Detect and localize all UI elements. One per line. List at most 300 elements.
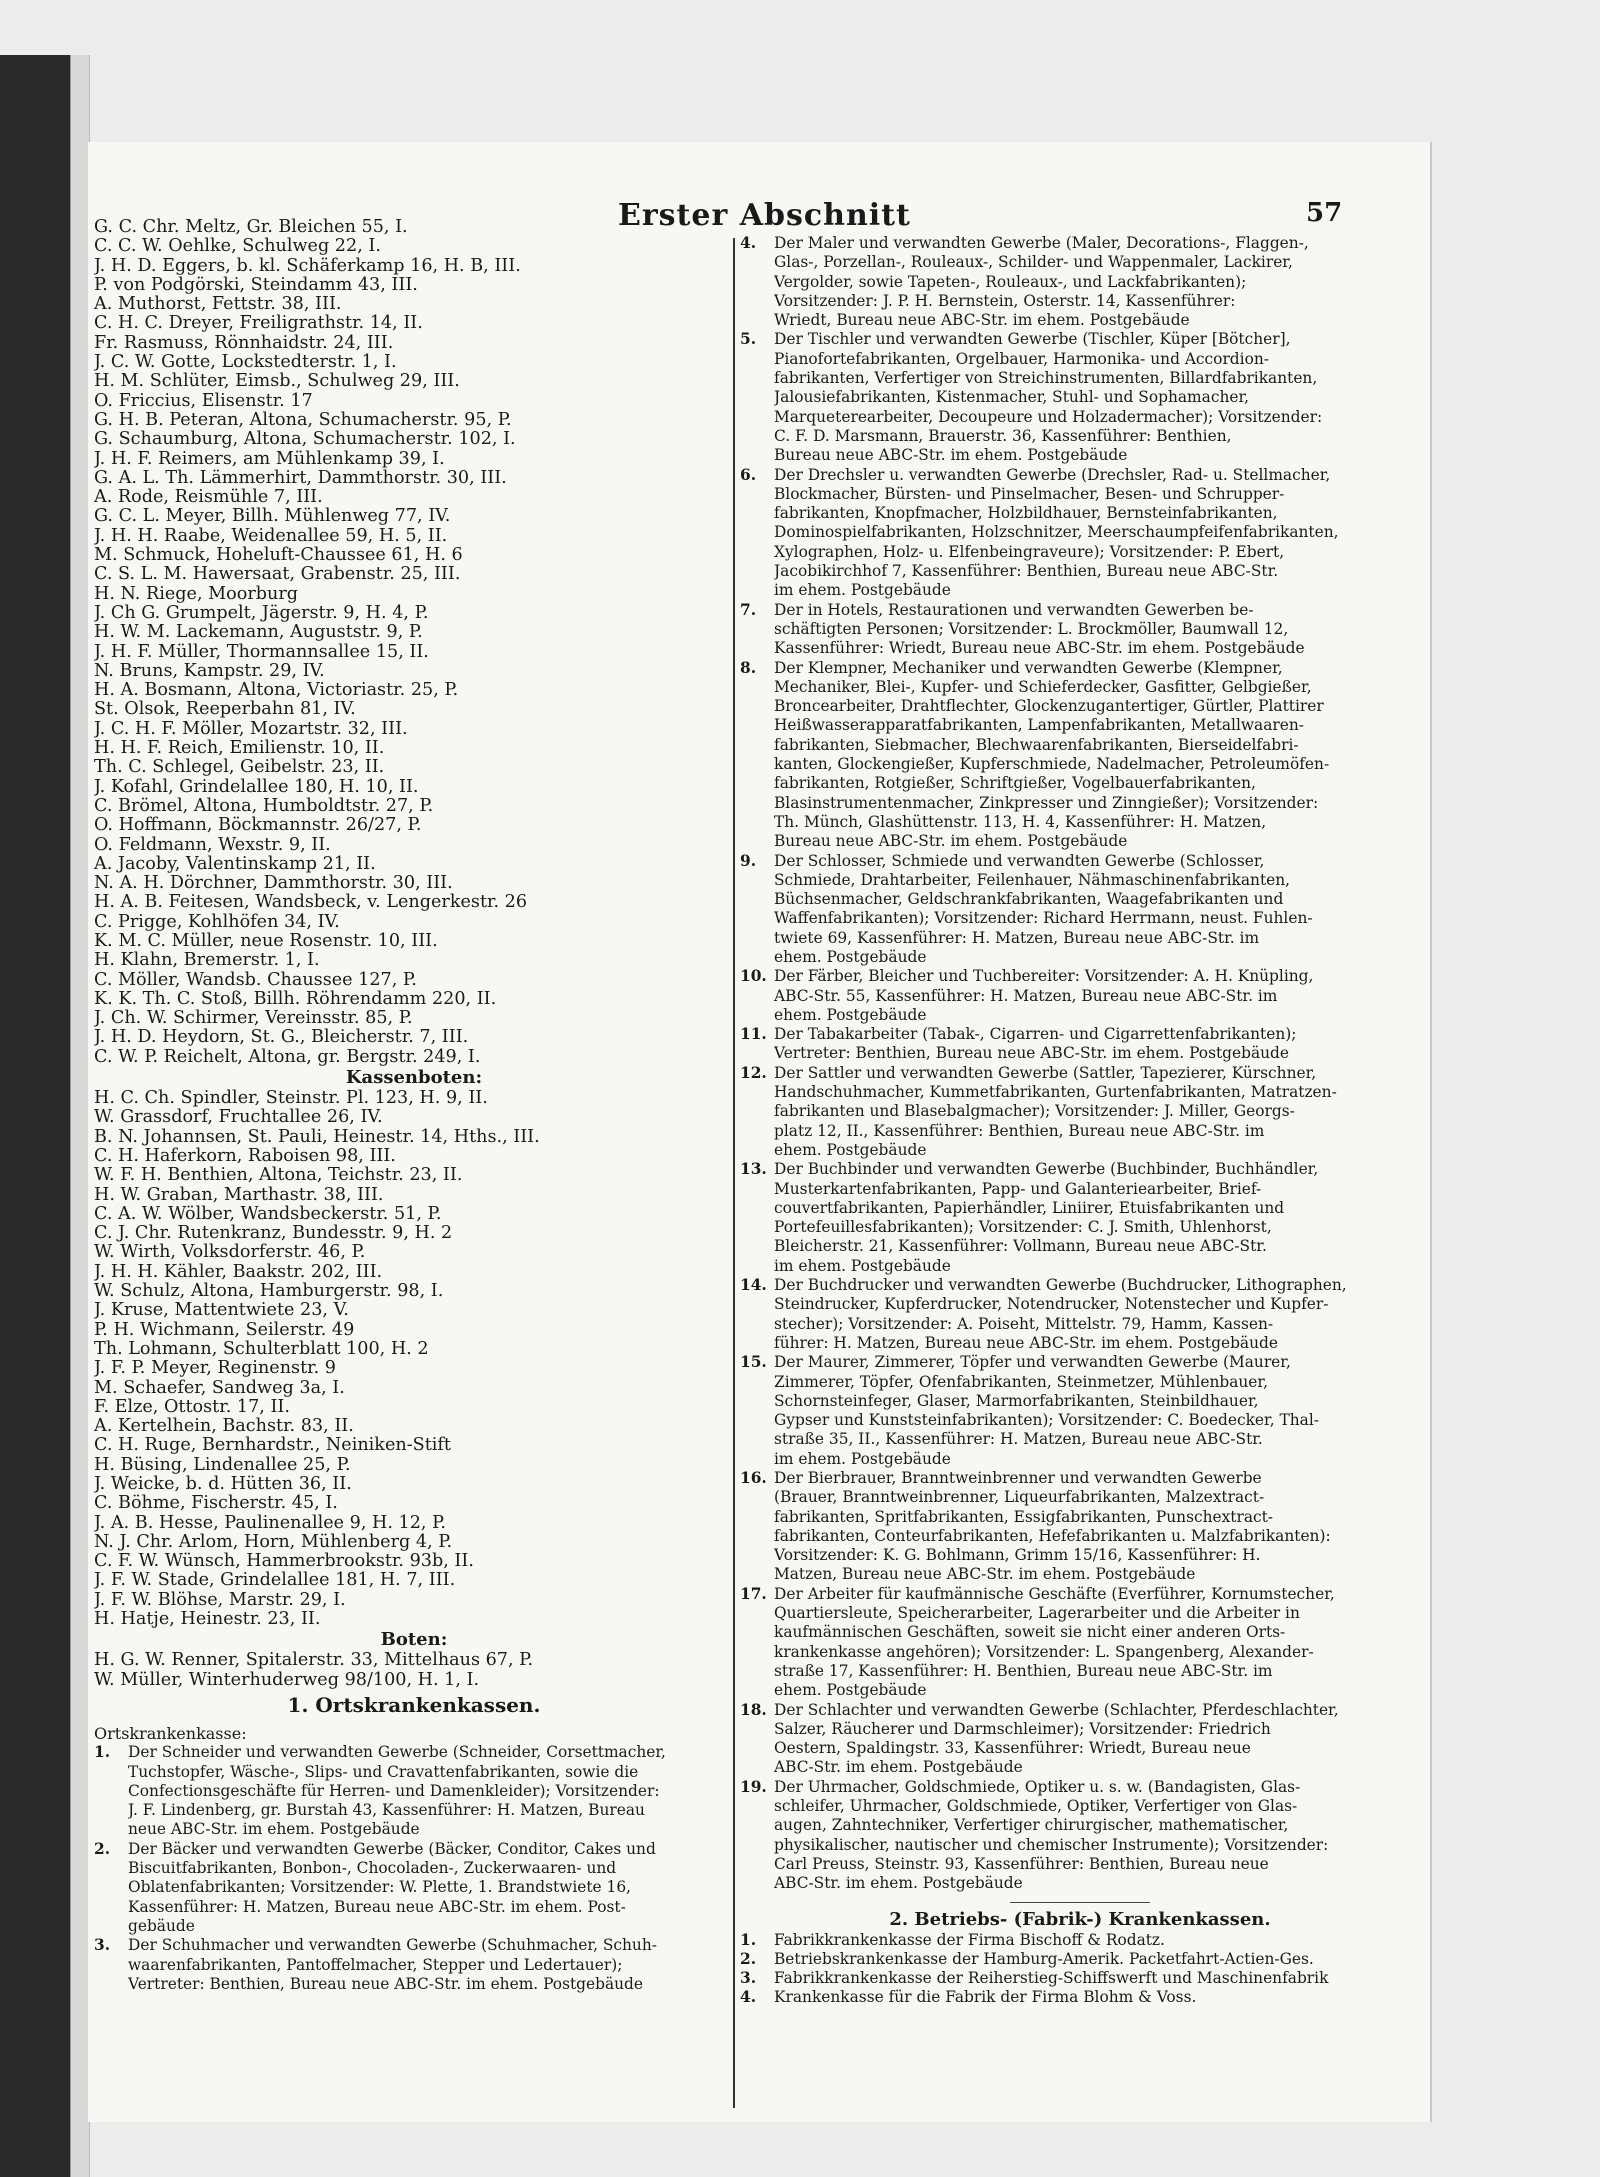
entry-text: Gypser und Kunststeinfabrikanten); Vorsitzender: C. Boedecker, Thal- <box>774 1411 1319 1430</box>
entry-line <box>740 1488 1420 1507</box>
entry-line <box>740 1064 1420 1083</box>
entry-line <box>94 1840 734 1859</box>
entry-number <box>740 1855 774 1874</box>
member-line: J. H. F. Müller, Thormannsallee 15, II. <box>94 642 429 662</box>
member-line: G. Schaumburg, Altona, Schumacherstr. 102, I. <box>94 430 516 450</box>
entry-number <box>740 1141 774 1160</box>
entry-line <box>740 562 1420 581</box>
entry-line <box>740 774 1420 793</box>
kassenbote-line: A. Kertelhein, Bachstr. 83, II. <box>94 1417 354 1437</box>
member-line: Fr. Rasmuss, Rönnhaidstr. 24, III. <box>94 333 394 353</box>
entry-text: neue ABC-Str. im ehem. Postgebäude <box>128 1820 420 1839</box>
entry-text: Musterkartenfabrikanten, Papp- und Galanteriearbeiter, Brief- <box>774 1179 1262 1198</box>
entry-number <box>94 1878 128 1897</box>
ortskrankenkasse-label: Ortskrankenkasse: <box>94 1723 247 1743</box>
member-line: C. C. W. Oehlke, Schulweg 22, I. <box>94 237 381 257</box>
book-binding <box>0 55 70 2177</box>
entry-line <box>740 388 1420 407</box>
entry-line <box>740 1411 1420 1430</box>
kasse-entry <box>740 659 1420 852</box>
entry-line <box>740 601 1420 620</box>
kasse-entry <box>94 1936 734 1994</box>
entry-line <box>740 1720 1420 1739</box>
entry-line <box>740 523 1420 542</box>
entry-text: Vergolder, sowie Tapeten-, Rouleaux-, und Lackfabrikanten); <box>774 272 1247 291</box>
entry-number <box>740 1315 774 1334</box>
entry-line <box>740 408 1420 427</box>
entry-number <box>740 292 774 311</box>
kasse-entry <box>740 1469 1420 1585</box>
entry-text: Confectionsgeschäfte für Herren- und Damenkleider); Vorsitzender: <box>128 1781 660 1800</box>
kasse-entry <box>740 234 1420 330</box>
entry-text: Der Tabakarbeiter (Tabak-, Cigarren- und Cigarrettenfabrikanten); <box>774 1025 1297 1044</box>
entry-text: Fabrikkrankenkasse der Reiherstieg-Schiffswerft und Maschinenfabrik <box>774 1969 1329 1988</box>
entry-text: Th. Münch, Glashüttenstr. 113, H. 4, Kassenführer: H. Matzen, <box>774 812 1267 831</box>
entry-number: 4. <box>740 234 757 252</box>
entry-text: schleifer, Uhrmacher, Goldschmiede, Optiker, Verfertiger von Glas- <box>774 1797 1298 1816</box>
entry-line <box>94 1859 734 1878</box>
entry-line <box>740 1701 1420 1720</box>
entry-text: Vertreter: Benthien, Bureau neue ABC-Str. im ehem. Postgebäude <box>774 1044 1290 1063</box>
entry-text: Der Schneider und verwandten Gewerbe (Schneider, Corsettmacher, <box>128 1743 666 1762</box>
entry-text: Kassenführer: H. Matzen, Bureau neue ABC-Str. im ehem. Post- <box>128 1897 626 1916</box>
entry-text: J. F. Lindenberg, gr. Burstah 43, Kassenführer: H. Matzen, Bureau <box>128 1801 645 1820</box>
right-column <box>740 234 1420 2008</box>
entry-line <box>740 1334 1420 1353</box>
section-title: Erster Abschnitt <box>618 198 911 233</box>
entry-line <box>740 330 1420 349</box>
entry-number <box>740 1565 774 1584</box>
kasse-entry <box>740 1064 1420 1160</box>
entry-line <box>94 1782 734 1801</box>
entry-line <box>740 369 1420 388</box>
entry-text: ehem. Postgebäude <box>774 1681 927 1700</box>
kasse-entry <box>740 466 1420 601</box>
kassenbote-line: F. Elze, Ottostr. 17, II. <box>94 1397 290 1417</box>
kassenbote-line: W. F. H. Benthien, Altona, Teichstr. 23, II. <box>94 1166 463 1186</box>
entry-text: Oestern, Spaldingstr. 33, Kassenführer: Wriedt, Bureau neue <box>774 1739 1251 1758</box>
entry-number <box>740 697 774 716</box>
entry-text: fabrikanten, Spritfabrikanten, Essigfabrikanten, Punschextract- <box>774 1507 1274 1526</box>
entry-number <box>740 716 774 735</box>
member-line: O. Feldmann, Wexstr. 9, II. <box>94 835 331 855</box>
kassenbote-line: P. H. Wichmann, Seilerstr. 49 <box>94 1320 355 1340</box>
kassenbote-line: C. F. W. Wünsch, Hammerbrookstr. 93b, II. <box>94 1552 474 1572</box>
entry-number: 17. <box>740 1584 767 1603</box>
page-number: 57 <box>1306 198 1343 228</box>
entry-line <box>740 948 1420 967</box>
entry-line <box>740 1681 1420 1700</box>
column-divider <box>733 238 735 2108</box>
entry-text: Der Uhrmacher, Goldschmiede, Optiker u. s. w. (Bandagisten, Glas- <box>774 1777 1301 1796</box>
entry-line <box>740 909 1420 928</box>
kassenbote-line: W. Schulz, Altona, Hamburgerstr. 98, I. <box>94 1282 444 1302</box>
entry-text: straße 35, II., Kassenführer: H. Matzen, Bureau neue ABC-Str. <box>774 1430 1263 1449</box>
entry-line <box>740 1180 1420 1199</box>
entry-line <box>740 890 1420 909</box>
entry-number <box>740 948 774 967</box>
entry-line <box>740 1969 1420 1988</box>
entry-number <box>740 890 774 909</box>
entry-number: 8. <box>740 658 757 677</box>
kassenbote-line: J. Kruse, Mattentwiete 23, V. <box>94 1301 349 1321</box>
entry-text: fabrikanten, Conteurfabrikanten, Hefefabrikanten u. Malzfabrikanten): <box>774 1526 1331 1545</box>
entry-text: kanten, Glockengießer, Kupferschmiede, Nadelmacher, Petroleumöfen- <box>774 755 1330 774</box>
entry-number <box>740 1874 774 1893</box>
entry-text: ABC-Str. im ehem. Postgebäude <box>774 1874 1023 1893</box>
entry-text: Der Buchbinder und verwandten Gewerbe (Buchbinder, Buchhändler, <box>774 1160 1319 1179</box>
entry-text: Blasinstrumentenmacher, Zinkpresser und Zinngießer); Vorsitzender: <box>774 793 1319 812</box>
entry-number <box>94 1782 128 1801</box>
entry-text: twiete 69, Kassenführer: H. Matzen, Bureau neue ABC-Str. im <box>774 928 1260 947</box>
kasse-entry <box>740 1025 1420 1064</box>
entry-line <box>740 1931 1420 1950</box>
member-line: J. Ch G. Grumpelt, Jägerstr. 9, H. 4, P. <box>94 603 429 623</box>
kassenbote-line: J. Weicke, b. d. Hütten 36, II. <box>94 1475 352 1494</box>
entry-text: Tuchstopfer, Wäsche-, Slips- und Cravattenfabrikanten, sowie die <box>128 1762 639 1781</box>
entry-number <box>740 1527 774 1546</box>
kassenbote-line: J. H. H. Kähler, Baakstr. 202, III. <box>94 1262 383 1282</box>
entry-text: im ehem. Postgebäude <box>774 1256 951 1275</box>
member-line: P. von Podgörski, Steindamm 43, III. <box>94 275 418 295</box>
entry-text: ehem. Postgebäude <box>774 1005 927 1024</box>
entry-number <box>740 1430 774 1449</box>
kasse-entry <box>740 601 1420 659</box>
entry-text: Zimmerer, Töpfer, Ofenfabrikanten, Steinmetzer, Mühlenbauer, <box>774 1372 1268 1391</box>
entry-line <box>740 311 1420 330</box>
entry-text: Bureau neue ABC-Str. im ehem. Postgebäude <box>774 446 1128 465</box>
entry-text: Wriedt, Bureau neue ABC-Str. im ehem. Postgebäude <box>774 311 1190 330</box>
kassenbote-line: W. Wirth, Volksdorferstr. 46, P. <box>94 1243 366 1263</box>
entry-number: 11. <box>740 1025 767 1044</box>
entry-text: Steindrucker, Kupferdrucker, Notendrucker, Notenstecher und Kupfer- <box>774 1295 1329 1314</box>
member-line: O. Friccius, Elisenstr. 17 <box>94 391 313 411</box>
entry-number <box>740 1373 774 1392</box>
entry-line <box>740 620 1420 639</box>
entry-number <box>740 1006 774 1025</box>
entry-line <box>740 1585 1420 1604</box>
entry-number <box>740 909 774 928</box>
member-line: H. Klahn, Bremerstr. 1, I. <box>94 951 320 971</box>
member-line: J. C. W. Gotte, Lockstedterstr. 1, I. <box>94 353 397 373</box>
kassenbote-line: J. F. W. Stade, Grindelallee 181, H. 7, III. <box>94 1571 456 1591</box>
entry-number <box>94 1763 128 1782</box>
entry-line <box>740 639 1420 658</box>
entry-line <box>740 1816 1420 1835</box>
member-line: J. H. H. Raabe, Weidenallee 59, H. 5, II. <box>94 526 448 546</box>
entry-line <box>740 1392 1420 1411</box>
member-line: N. Bruns, Kampstr. 29, IV. <box>94 661 325 681</box>
entry-line <box>740 1950 1420 1969</box>
entry-number: 3. <box>94 1936 111 1955</box>
member-line: N. A. H. Dörchner, Dammthorstr. 30, III. <box>94 874 453 894</box>
entry-number <box>740 794 774 813</box>
entry-text: Vorsitzender: K. G. Bohlmann, Grimm 15/16, Kassenführer: H. <box>774 1546 1261 1565</box>
entry-text: Der Buchdrucker und verwandten Gewerbe (Buchdrucker, Lithographen, <box>774 1276 1347 1295</box>
entry-number: 18. <box>740 1700 767 1719</box>
member-line: C. Brömel, Altona, Humboldtstr. 27, P. <box>94 796 434 816</box>
kassenbote-line: C. Böhme, Fischerstr. 45, I. <box>94 1494 338 1514</box>
kassenbote-line: C. J. Chr. Rutenkranz, Bundesstr. 9, H. 2 <box>94 1224 453 1244</box>
entry-number <box>740 1218 774 1237</box>
entry-line <box>740 1430 1420 1449</box>
entry-line <box>740 543 1420 562</box>
entry-text: couvertfabrikanten, Papierhändler, Liniirer, Etuisfabrikanten und <box>774 1198 1285 1217</box>
entry-line <box>740 1353 1420 1372</box>
entry-number <box>740 620 774 639</box>
entry-line <box>94 1743 734 1762</box>
entry-text: Fabrikkrankenkasse der Firma Bischoff & Rodatz. <box>774 1930 1165 1949</box>
entry-text: Heißwasserapparatfabrikanten, Lampenfabrikanten, Metallwaaren- <box>774 716 1304 735</box>
member-line: K. M. C. Müller, neue Rosenstr. 10, III. <box>94 931 438 951</box>
entry-text: Der Maurer, Zimmerer, Töpfer und verwandten Gewerbe (Maurer, <box>774 1353 1291 1372</box>
entry-text: Der Arbeiter für kaufmännische Geschäfte (Everführer, Kornumstecher, <box>774 1584 1335 1603</box>
entry-line <box>740 1565 1420 1584</box>
entry-number <box>740 774 774 793</box>
entry-text: Der Tischler und verwandten Gewerbe (Tischler, Küper [Bötcher], <box>774 330 1291 349</box>
entry-text: Der Drechsler u. verwandten Gewerbe (Drechsler, Rad- u. Stellmacher, <box>774 465 1331 484</box>
kassenbote-line: J. F. P. Meyer, Reginenstr. 9 <box>94 1359 336 1379</box>
entry-text: ABC-Str. im ehem. Postgebäude <box>774 1758 1023 1777</box>
entry-number <box>740 311 774 330</box>
entry-text: Schmiede, Drahtarbeiter, Feilenhauer, Nähmaschinenfabrikanten, <box>774 870 1291 889</box>
member-line: O. Hoffmann, Böckmannstr. 26/27, P. <box>94 816 422 836</box>
entry-number <box>740 1411 774 1430</box>
entry-number <box>740 523 774 542</box>
member-line: A. Rode, Reismühle 7, III. <box>94 488 323 508</box>
entry-line <box>740 1218 1420 1237</box>
entry-line <box>740 273 1420 292</box>
member-line: C. H. C. Dreyer, Freiligrathstr. 14, II. <box>94 314 423 334</box>
entry-line <box>740 1450 1420 1469</box>
entry-text: physikalischer, nautischer und chemischer Instrumente); Vorsitzender: <box>774 1835 1329 1854</box>
entry-number <box>740 1450 774 1469</box>
entry-line <box>740 1160 1420 1179</box>
member-line: Th. C. Schlegel, Geibelstr. 23, II. <box>94 758 385 778</box>
entry-line <box>740 1855 1420 1874</box>
entry-number <box>740 1662 774 1681</box>
entry-line <box>740 350 1420 369</box>
entry-text: Handschuhmacher, Kummetfabrikanten, Gurtenfabrikanten, Matratzen- <box>774 1083 1337 1102</box>
entry-line <box>740 292 1420 311</box>
entry-line <box>94 1801 734 1820</box>
entry-number <box>94 1956 128 1975</box>
entry-number <box>740 1836 774 1855</box>
fabrik-kasse-item <box>740 1969 1420 1988</box>
kasse-entry <box>94 1743 734 1839</box>
member-line: K. K. Th. C. Stoß, Billh. Röhrendamm 220, II. <box>94 989 497 1009</box>
entry-number <box>740 273 774 292</box>
entry-number <box>740 1237 774 1256</box>
entry-line <box>740 1508 1420 1527</box>
entry-number <box>740 1681 774 1700</box>
entry-line <box>94 1898 734 1917</box>
entry-line <box>740 1083 1420 1102</box>
member-line: C. Möller, Wandsb. Chaussee 127, P. <box>94 970 417 990</box>
entry-line <box>94 1763 734 1782</box>
entry-number <box>740 581 774 600</box>
entry-text: führer: H. Matzen, Bureau neue ABC-Str. im ehem. Postgebäude <box>774 1333 1278 1352</box>
kasse-entry <box>740 852 1420 968</box>
member-line: H. A. B. Feitesen, Wandsbeck, v. Lengerkestr. 26 <box>94 893 528 913</box>
boten-heading: Boten: <box>380 1629 448 1651</box>
kasse-entry <box>740 1160 1420 1276</box>
entry-text: schäftigten Personen; Vorsitzender: L. Brockmöller, Baumwall 12, <box>774 619 1289 638</box>
entry-line <box>740 1257 1420 1276</box>
entry-text: Der Färber, Bleicher und Tuchbereiter: Vorsitzender: A. H. Knüpling, <box>774 967 1314 986</box>
entry-number <box>740 871 774 890</box>
entry-line <box>740 1199 1420 1218</box>
entry-number <box>740 755 774 774</box>
entry-line <box>740 832 1420 851</box>
entry-number <box>740 1102 774 1121</box>
entry-line <box>94 1917 734 1936</box>
member-line: J. H. D. Heydorn, St. G., Bleicherstr. 7, III. <box>94 1028 469 1048</box>
fabrik-kasse-item <box>740 1931 1420 1950</box>
entry-number <box>740 1739 774 1758</box>
entry-text: Der in Hotels, Restaurationen und verwandten Gewerben be- <box>774 600 1254 619</box>
member-line: H. W. M. Lackemann, Auguststr. 9, P. <box>94 623 423 643</box>
entry-line <box>740 1758 1420 1777</box>
entry-line <box>740 1836 1420 1855</box>
entry-number <box>740 1816 774 1835</box>
entry-text: Broncearbeiter, Drahtflechter, Glockenzugantertiger, Gürtler, Plattirer <box>774 697 1324 716</box>
entry-text: Vorsitzender: J. P. H. Bernstein, Osterstr. 14, Kassenführer: <box>774 291 1236 310</box>
entry-number <box>740 446 774 465</box>
kassenbote-line: C. H. Haferkorn, Raboisen 98, III. <box>94 1146 396 1166</box>
entry-text: Oblatenfabrikanten; Vorsitzender: W. Plette, 1. Brandstwiete 16, <box>128 1878 632 1897</box>
entry-text: ehem. Postgebäude <box>774 947 927 966</box>
document-page <box>88 142 1430 2122</box>
entry-line <box>740 1141 1420 1160</box>
entry-number <box>740 485 774 504</box>
member-line: J. Ch. W. Schirmer, Vereinsstr. 85, P. <box>94 1009 413 1029</box>
entry-text: ABC-Str. 55, Kassenführer: H. Matzen, Bureau neue ABC-Str. im <box>774 986 1278 1005</box>
entry-line <box>94 1975 734 1994</box>
entry-line <box>740 1006 1420 1025</box>
entry-line <box>740 1797 1420 1816</box>
entry-number: 2. <box>740 1949 757 1968</box>
entry-text: Salzer, Räucherer und Darmschleimer); Vorsitzender: Friedrich <box>774 1719 1271 1738</box>
entry-text: augen, Zahntechniker, Verfertiger chirurgischer, mathematischer, <box>774 1816 1289 1835</box>
entry-line <box>740 659 1420 678</box>
entry-line <box>740 1778 1420 1797</box>
entry-number <box>740 1758 774 1777</box>
entry-number <box>740 1720 774 1739</box>
entry-text: Marqueterearbeiter, Decoupeure und Holzadermacher); Vorsitzender: <box>774 407 1323 426</box>
entry-text: fabrikanten und Blasebalgmacher); Vorsitzender: J. Miller, Georgs- <box>774 1102 1295 1121</box>
entry-number: 5. <box>740 330 757 349</box>
entry-line <box>740 1044 1420 1063</box>
entry-number: 1. <box>740 1930 757 1949</box>
entry-number <box>740 562 774 581</box>
entry-text: Dominospielfabrikanten, Holzschnitzer, Meerschaumpfeifenfabrikanten, <box>774 523 1339 542</box>
entry-number <box>740 736 774 755</box>
entry-text: Der Sattler und verwandten Gewerbe (Sattler, Tapezierer, Kürschner, <box>774 1063 1317 1082</box>
entry-number <box>740 408 774 427</box>
entry-line <box>740 253 1420 272</box>
entry-text: Quartiersleute, Speicherarbeiter, Lagerarbeiter und die Arbeiter in <box>774 1604 1300 1623</box>
entry-text: gebäude <box>128 1916 195 1935</box>
entry-number: 3. <box>740 1969 757 1988</box>
entry-line <box>740 1662 1420 1681</box>
entry-text: Matzen, Bureau neue ABC-Str. im ehem. Postgebäude <box>774 1565 1196 1584</box>
entry-text: waarenfabrikanten, Pantoffelmacher, Stepper und Ledertauer); <box>128 1955 623 1974</box>
entry-line <box>740 427 1420 446</box>
fabrik-kasse-item <box>740 1988 1420 2007</box>
kassenboten-heading: Kassenboten: <box>345 1067 483 1089</box>
kassenbote-line: W. Grassdorf, Fruchtallee 26, IV. <box>94 1108 383 1128</box>
entry-line <box>740 929 1420 948</box>
entry-number <box>740 504 774 523</box>
entry-text: fabrikanten, Rotgießer, Schriftgießer, Vogelbauerfabrikanten, <box>774 774 1256 793</box>
entry-number <box>740 1623 774 1642</box>
bote-line: H. G. W. Renner, Spitalerstr. 33, Mittelhaus 67, P. <box>94 1651 534 1671</box>
entry-number <box>740 1546 774 1565</box>
entry-line <box>740 1546 1420 1565</box>
member-line: G. H. B. Peteran, Altona, Schumacherstr. 95, P. <box>94 410 512 430</box>
entry-line <box>740 1874 1420 1893</box>
member-line: St. Olsok, Reeperbahn 81, IV. <box>94 700 356 720</box>
entry-text: Mechaniker, Blei-, Kupfer- und Schieferdecker, Gasfitter, Gelbgießer, <box>774 677 1312 696</box>
entry-number <box>94 1820 128 1839</box>
kassenbote-line: H. C. Ch. Spindler, Steinstr. Pl. 123, H. 9, II. <box>94 1089 488 1109</box>
kassenbote-line: H. Hatje, Heinestr. 23, II. <box>94 1610 321 1630</box>
member-line: J. Kofahl, Grindelallee 180, H. 10, II. <box>94 777 419 797</box>
entry-number <box>740 832 774 851</box>
entry-line <box>740 1373 1420 1392</box>
member-line: G. C. Chr. Meltz, Gr. Bleichen 55, I. <box>94 218 408 237</box>
entry-text: Bleicherstr. 21, Kassenführer: Vollmann, Bureau neue ABC-Str. <box>774 1237 1267 1256</box>
entry-text: Schornsteinfeger, Glaser, Marmorfabrikanten, Steinbildhauer, <box>774 1391 1259 1410</box>
member-line: H. A. Bosmann, Altona, Victoriastr. 25, P. <box>94 681 459 701</box>
entry-text: Jacobikirchhof 7, Kassenführer: Benthien, Bureau neue ABC-Str. <box>774 562 1279 581</box>
entry-line <box>740 485 1420 504</box>
entry-number: 10. <box>740 967 767 986</box>
entry-text: Der Schlachter und verwandten Gewerbe (Schlachter, Pferdeschlachter, <box>774 1700 1339 1719</box>
member-line: J. H. F. Reimers, am Mühlenkamp 39, I. <box>94 449 445 469</box>
entry-text: stecher); Vorsitzender: A. Poiseht, Mittelstr. 79, Hamm, Kassen- <box>774 1314 1274 1333</box>
kasse-entry <box>740 1353 1420 1469</box>
entry-line <box>740 1527 1420 1546</box>
entry-text: Kassenführer: Wriedt, Bureau neue ABC-Str. im ehem. Postgebäude <box>774 639 1305 658</box>
entry-number <box>740 1295 774 1314</box>
kassenbote-line: B. N. Johannsen, St. Pauli, Heinestr. 14, Hths., III. <box>94 1127 540 1147</box>
entry-text: fabrikanten, Siebmacher, Blechwaarenfabrikanten, Bierseidelfabri- <box>774 735 1299 754</box>
entry-text: Bureau neue ABC-Str. im ehem. Postgebäude <box>774 832 1128 851</box>
kasse-entry <box>740 1778 1420 1894</box>
entry-line <box>740 678 1420 697</box>
member-line: J. C. H. F. Möller, Mozartstr. 32, III. <box>94 719 408 739</box>
entry-text: Krankenkasse für die Fabrik der Firma Blohm & Voss. <box>774 1988 1197 2007</box>
entry-line <box>740 1739 1420 1758</box>
entry-line <box>740 1643 1420 1662</box>
member-line: M. Schmuck, Hoheluft-Chaussee 61, H. 6 <box>94 546 463 566</box>
member-line: A. Muthorst, Fettstr. 38, III. <box>94 295 342 315</box>
entry-number <box>740 1488 774 1507</box>
entry-number <box>740 1604 774 1623</box>
entry-text: Xylographen, Holz- u. Elfenbeingraveure); Vorsitzender: P. Ebert, <box>774 542 1285 561</box>
entry-text: Jalousiefabrikanten, Kistenmacher, Stuhl- und Sophamacher, <box>774 388 1250 407</box>
entry-text: C. F. D. Marsmann, Brauerstr. 36, Kassenführer: Benthien, <box>774 426 1232 445</box>
kassenbote-line: C. A. W. Wölber, Wandsbeckerstr. 51, P. <box>94 1204 442 1224</box>
entry-line <box>740 1122 1420 1141</box>
entry-number: 16. <box>740 1469 767 1487</box>
member-line: H. N. Riege, Moorburg <box>94 584 299 604</box>
entry-number <box>740 1257 774 1276</box>
member-line: C. S. L. M. Hawersaat, Grabenstr. 25, III. <box>94 565 461 585</box>
entry-number <box>740 1797 774 1816</box>
